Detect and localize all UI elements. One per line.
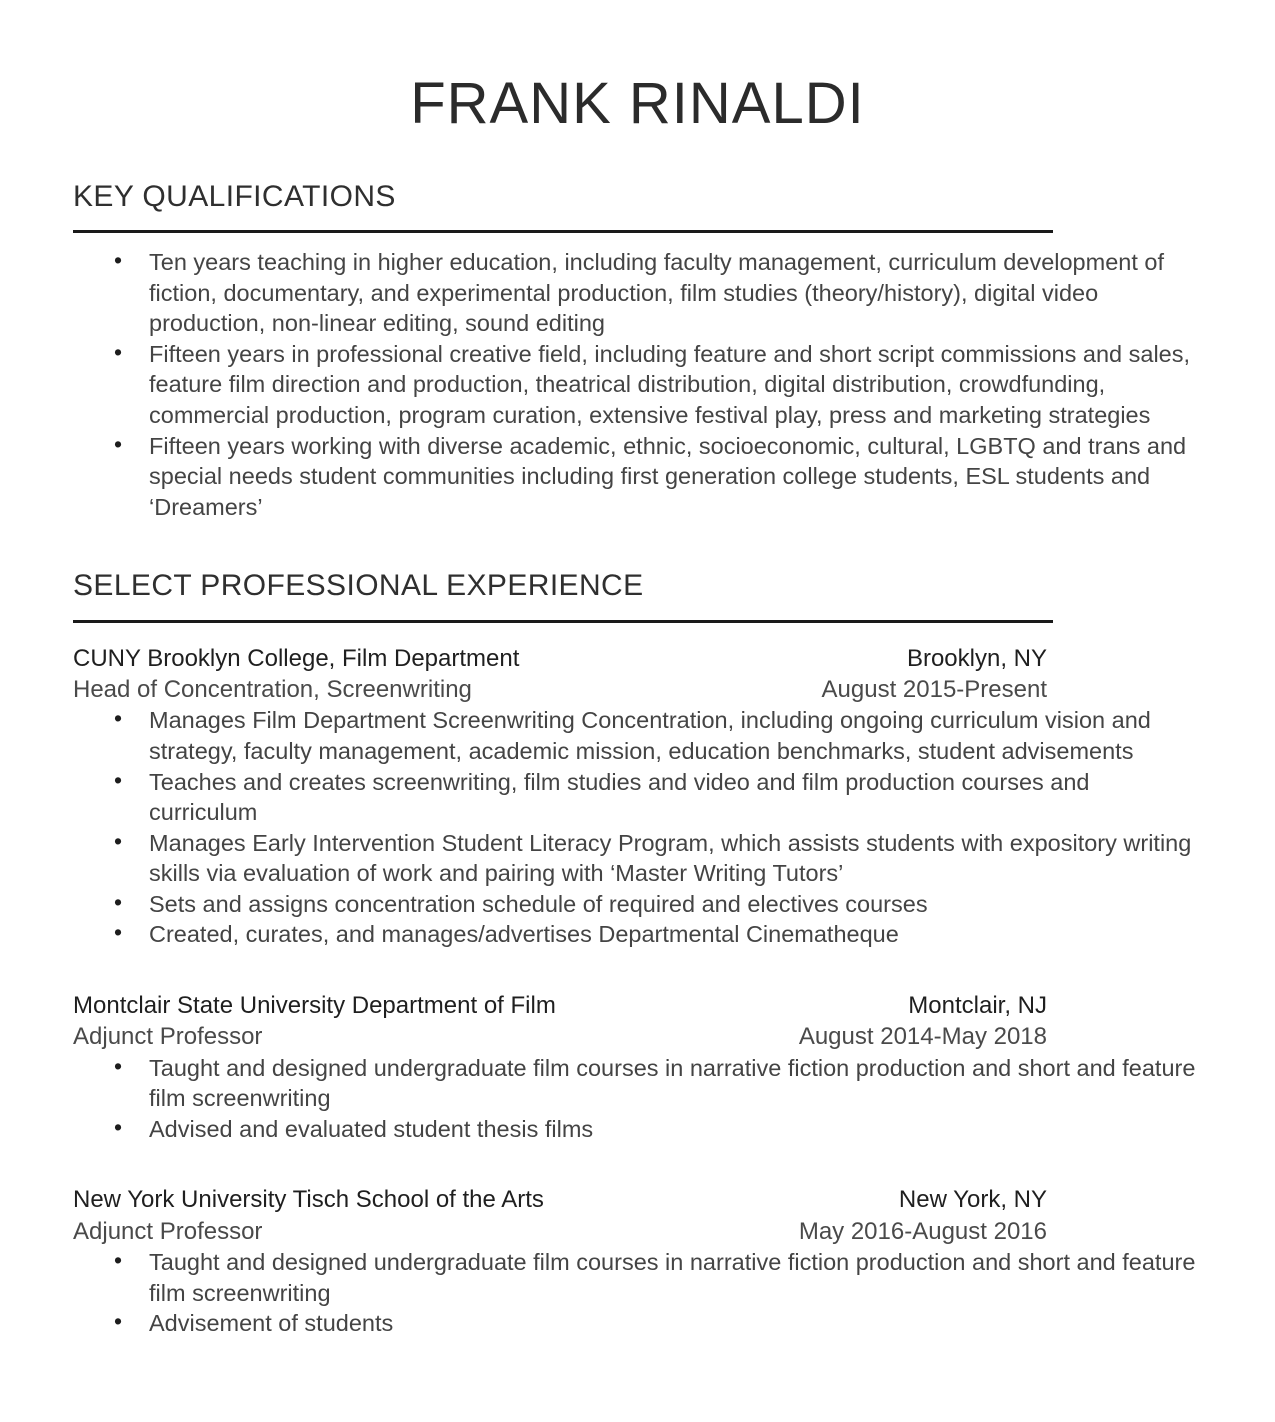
- experience-bullet-list: [73, 705, 1202, 949]
- list-item: • Taught and designed undergraduate film courses in narrative fiction production and short and feature film screenwriting: [73, 1053, 1202, 1114]
- experience-entry-header: [73, 1184, 1047, 1215]
- experience-entry-subheader: [73, 674, 1047, 705]
- experience-entry-subheader: [73, 1216, 1047, 1247]
- experience-entry: [73, 990, 1202, 1145]
- experience-entry-header: [73, 643, 1047, 674]
- list-item: • Manages Film Department Screenwriting Concentration, including ongoing curriculum vision and strategy, faculty management, academic mission, education benchmarks, student advisements: [73, 705, 1202, 766]
- job-dates: August 2015-Present: [821, 676, 1047, 704]
- section-key-qualifications: [73, 179, 1202, 522]
- job-title: Adjunct Professor: [73, 1217, 263, 1245]
- list-item: • Advisement of students: [73, 1308, 1202, 1339]
- section-divider: [73, 620, 1053, 623]
- list-item: • Manages Early Intervention Student Literacy Program, which assists students with expository writing skills via evaluation of work and pairing with ‘Master Writing Tutors’: [73, 828, 1202, 889]
- list-item: • Ten years teaching in higher education, including faculty management, curriculum development of fiction, documentary, and experimental production, film studies (theory/history), digital video production, non-linear editing, sound editing: [73, 247, 1202, 339]
- section-divider: [73, 230, 1053, 233]
- experience-entry: [73, 643, 1202, 950]
- employer-location: Brooklyn, NY: [906, 644, 1047, 672]
- list-item: • Taught and designed undergraduate film courses in narrative fiction production and short and feature film screenwriting: [73, 1247, 1202, 1308]
- job-title: Head of Concentration, Screenwriting: [73, 676, 472, 704]
- list-item: • Fifteen years in professional creative field, including feature and short script commissions and sales, feature film direction and production, theatrical distribution, digital distribution, crowdfunding, commercial production, program curation, extensive festival play, press and marketing strategies: [73, 339, 1202, 431]
- experience-bullet-list: [73, 1247, 1202, 1339]
- list-item: • Created, curates, and manages/advertises Departmental Cinematheque: [73, 919, 1202, 950]
- employer-name: Montclair State University Department of Film: [73, 991, 556, 1019]
- section-select-professional-experience: [73, 568, 1202, 1339]
- list-item: • Fifteen years working with diverse academic, ethnic, socioeconomic, cultural, LGBTQ and trans and special needs student communities including first generation college students, ESL students and ‘Dreamers’: [73, 431, 1202, 523]
- job-dates: May 2016-August 2016: [798, 1217, 1047, 1245]
- page-title: FRANK RINALDI: [410, 71, 865, 136]
- section-heading-key-qualifications: KEY QUALIFICATIONS: [73, 179, 396, 213]
- job-dates: August 2014-May 2018: [798, 1023, 1047, 1051]
- employer-name: CUNY Brooklyn College, Film Department: [73, 644, 520, 672]
- experience-bullet-list: [73, 1053, 1202, 1145]
- experience-entry-header: [73, 990, 1047, 1021]
- experience-entry: [73, 1184, 1202, 1339]
- list-item: • Teaches and creates screenwriting, film studies and video and film production courses and curriculum: [73, 767, 1202, 828]
- job-title: Adjunct Professor: [73, 1023, 263, 1051]
- employer-location: Montclair, NJ: [908, 991, 1047, 1019]
- employer-location: New York, NY: [898, 1186, 1047, 1214]
- list-item: • Advised and evaluated student thesis films: [73, 1114, 1202, 1145]
- experience-entry-subheader: [73, 1021, 1047, 1052]
- list-item: • Sets and assigns concentration schedule of required and electives courses: [73, 889, 1202, 920]
- section-heading-select-professional-experience: SELECT PROFESSIONAL EXPERIENCE: [73, 569, 644, 603]
- key-qualifications-list: [73, 247, 1202, 522]
- employer-name: New York University Tisch School of the Arts: [73, 1186, 544, 1214]
